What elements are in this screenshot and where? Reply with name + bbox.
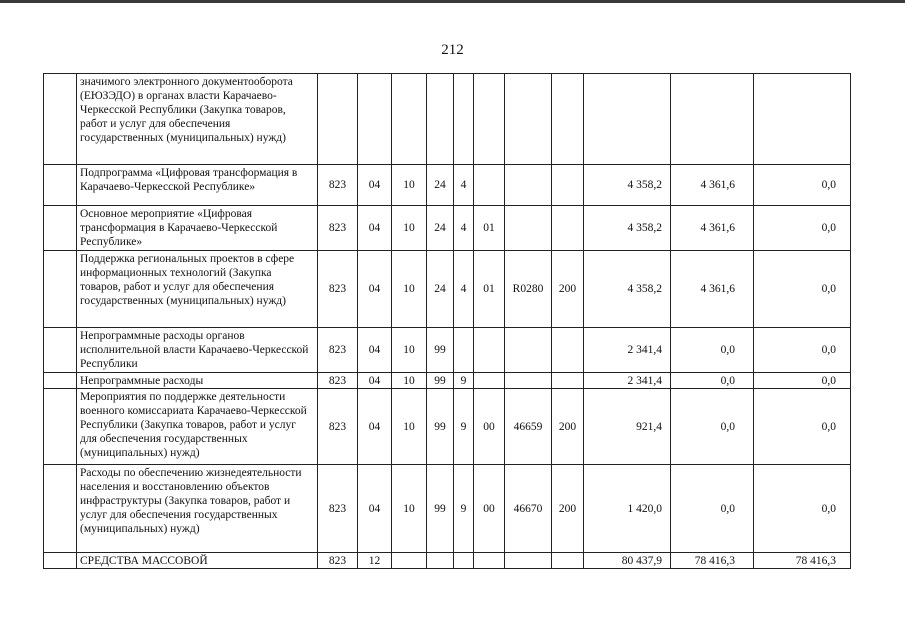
amount-year2-cell: 4 361,6 <box>671 206 754 251</box>
subprogram-code-cell: 4 <box>454 251 474 328</box>
activity-code-cell: 01 <box>474 251 505 328</box>
amount-year1-cell <box>584 74 671 165</box>
expense-type-cell <box>552 206 584 251</box>
subprogram-code-cell: 9 <box>454 373 474 389</box>
table-row <box>44 389 851 465</box>
expense-name-cell: значимого электронного документооборота (ЕЮЗЭДО) в органах власти Карачаево-Черкесской Республики (Закупка товаров, работ и услуг для обеспечения государственных (муниципальных) нужд) <box>77 74 318 165</box>
program-code-cell: 99 <box>427 373 454 389</box>
amount-year2-cell: 0,0 <box>671 328 754 373</box>
amount-year1-cell: 80 437,9 <box>584 553 671 569</box>
amount-year1-cell: 1 420,0 <box>584 465 671 553</box>
section-code-cell <box>358 74 392 165</box>
expense-type-cell <box>552 165 584 206</box>
row-number-cell <box>44 165 77 206</box>
ved-code-cell: 823 <box>318 251 358 328</box>
expense-type-cell <box>552 373 584 389</box>
amount-year2-cell: 4 361,6 <box>671 165 754 206</box>
subprogram-code-cell: 4 <box>454 206 474 251</box>
direction-code-cell: R0280 <box>505 251 552 328</box>
ved-code-cell: 823 <box>318 206 358 251</box>
subprogram-code-cell <box>454 74 474 165</box>
amount-year3-cell: 0,0 <box>754 165 851 206</box>
direction-code-cell: 46659 <box>505 389 552 465</box>
subprogram-code-cell: 9 <box>454 465 474 553</box>
ved-code-cell: 823 <box>318 165 358 206</box>
table-row <box>44 553 851 569</box>
section-code-cell: 04 <box>358 389 392 465</box>
subsection-code-cell: 10 <box>392 328 427 373</box>
activity-code-cell: 00 <box>474 465 505 553</box>
expense-name-cell: Основное мероприятие «Цифровая трансформация в Карачаево-Черкесской Республике» <box>77 206 318 251</box>
section-code-cell: 04 <box>358 465 392 553</box>
table-row <box>44 165 851 206</box>
program-code-cell: 99 <box>427 328 454 373</box>
section-code-cell: 04 <box>358 328 392 373</box>
ved-code-cell: 823 <box>318 389 358 465</box>
direction-code-cell <box>505 74 552 165</box>
activity-code-cell <box>474 553 505 569</box>
expense-type-cell <box>552 553 584 569</box>
row-number-cell <box>44 74 77 165</box>
amount-year2-cell <box>671 74 754 165</box>
table-row <box>44 251 851 328</box>
activity-code-cell: 00 <box>474 389 505 465</box>
direction-code-cell <box>505 165 552 206</box>
subsection-code-cell: 10 <box>392 251 427 328</box>
subsection-code-cell: 10 <box>392 465 427 553</box>
row-number-cell <box>44 328 77 373</box>
subsection-code-cell <box>392 553 427 569</box>
page-number: 212 <box>441 42 464 58</box>
section-code-cell: 04 <box>358 251 392 328</box>
ved-code-cell: 823 <box>318 465 358 553</box>
expense-name-cell: Непрограммные расходы <box>77 373 318 389</box>
amount-year2-cell: 78 416,3 <box>671 553 754 569</box>
table-row <box>44 206 851 251</box>
section-code-cell: 04 <box>358 373 392 389</box>
program-code-cell <box>427 74 454 165</box>
direction-code-cell <box>505 553 552 569</box>
program-code-cell <box>427 553 454 569</box>
row-number-cell <box>44 553 77 569</box>
subsection-code-cell: 10 <box>392 165 427 206</box>
subprogram-code-cell <box>454 553 474 569</box>
expense-type-cell <box>552 328 584 373</box>
ved-code-cell: 823 <box>318 328 358 373</box>
amount-year3-cell: 0,0 <box>754 328 851 373</box>
section-code-cell: 04 <box>358 206 392 251</box>
amount-year1-cell: 4 358,2 <box>584 165 671 206</box>
row-number-cell <box>44 373 77 389</box>
amount-year3-cell: 0,0 <box>754 206 851 251</box>
expense-type-cell: 200 <box>552 389 584 465</box>
expense-name-cell: Поддержка региональных проектов в сфере информационных технологий (Закупка товаров, работ и услуг для обеспечения государственных (муниципальных) нужд) <box>77 251 318 328</box>
ved-code-cell <box>318 74 358 165</box>
ved-code-cell: 823 <box>318 373 358 389</box>
program-code-cell: 24 <box>427 251 454 328</box>
expense-name-cell: СРЕДСТВА МАССОВОЙ <box>77 553 318 569</box>
amount-year3-cell <box>754 74 851 165</box>
activity-code-cell: 01 <box>474 206 505 251</box>
row-number-cell <box>44 206 77 251</box>
amount-year2-cell: 0,0 <box>671 389 754 465</box>
expense-type-cell <box>552 74 584 165</box>
subsection-code-cell: 10 <box>392 206 427 251</box>
expense-name-cell: Расходы по обеспечению жизнедеятельности населения и восстановлению объектов инфраструктуры (Закупка товаров, работ и услуг для обеспечения государственных (муниципальных) нужд) <box>77 465 318 553</box>
budget-table <box>43 73 851 569</box>
activity-code-cell <box>474 373 505 389</box>
expense-name-cell: Непрограммные расходы органов исполнительной власти Карачаево-Черкесской Республики <box>77 328 318 373</box>
amount-year1-cell: 2 341,4 <box>584 373 671 389</box>
row-number-cell <box>44 251 77 328</box>
direction-code-cell: 46670 <box>505 465 552 553</box>
amount-year2-cell: 0,0 <box>671 465 754 553</box>
section-code-cell: 04 <box>358 165 392 206</box>
amount-year2-cell: 0,0 <box>671 373 754 389</box>
activity-code-cell <box>474 74 505 165</box>
program-code-cell: 24 <box>427 165 454 206</box>
ved-code-cell: 823 <box>318 553 358 569</box>
amount-year3-cell: 0,0 <box>754 373 851 389</box>
amount-year3-cell: 0,0 <box>754 465 851 553</box>
amount-year1-cell: 2 341,4 <box>584 328 671 373</box>
amount-year3-cell: 0,0 <box>754 251 851 328</box>
activity-code-cell <box>474 165 505 206</box>
subsection-code-cell <box>392 74 427 165</box>
section-code-cell: 12 <box>358 553 392 569</box>
direction-code-cell <box>505 206 552 251</box>
amount-year3-cell: 78 416,3 <box>754 553 851 569</box>
row-number-cell <box>44 389 77 465</box>
scan-top-edge <box>0 0 905 3</box>
amount-year1-cell: 4 358,2 <box>584 206 671 251</box>
subprogram-code-cell: 9 <box>454 389 474 465</box>
table-row <box>44 328 851 373</box>
direction-code-cell <box>505 328 552 373</box>
program-code-cell: 99 <box>427 389 454 465</box>
table-row <box>44 74 851 165</box>
amount-year2-cell: 4 361,6 <box>671 251 754 328</box>
row-number-cell <box>44 465 77 553</box>
activity-code-cell <box>474 328 505 373</box>
amount-year1-cell: 4 358,2 <box>584 251 671 328</box>
table-row <box>44 373 851 389</box>
direction-code-cell <box>505 373 552 389</box>
amount-year1-cell: 921,4 <box>584 389 671 465</box>
expense-name-cell: Подпрограмма «Цифровая трансформация в Карачаево-Черкесской Республике» <box>77 165 318 206</box>
program-code-cell: 24 <box>427 206 454 251</box>
program-code-cell: 99 <box>427 465 454 553</box>
subprogram-code-cell: 4 <box>454 165 474 206</box>
subsection-code-cell: 10 <box>392 373 427 389</box>
amount-year3-cell: 0,0 <box>754 389 851 465</box>
subsection-code-cell: 10 <box>392 389 427 465</box>
expense-type-cell: 200 <box>552 251 584 328</box>
subprogram-code-cell <box>454 328 474 373</box>
expense-type-cell: 200 <box>552 465 584 553</box>
expense-name-cell: Мероприятия по поддержке деятельности военного комиссариата Карачаево-Черкесской Республики (Закупка товаров, работ и услуг для обеспечения государственных (муниципальных) нужд) <box>77 389 318 465</box>
table-row <box>44 465 851 553</box>
